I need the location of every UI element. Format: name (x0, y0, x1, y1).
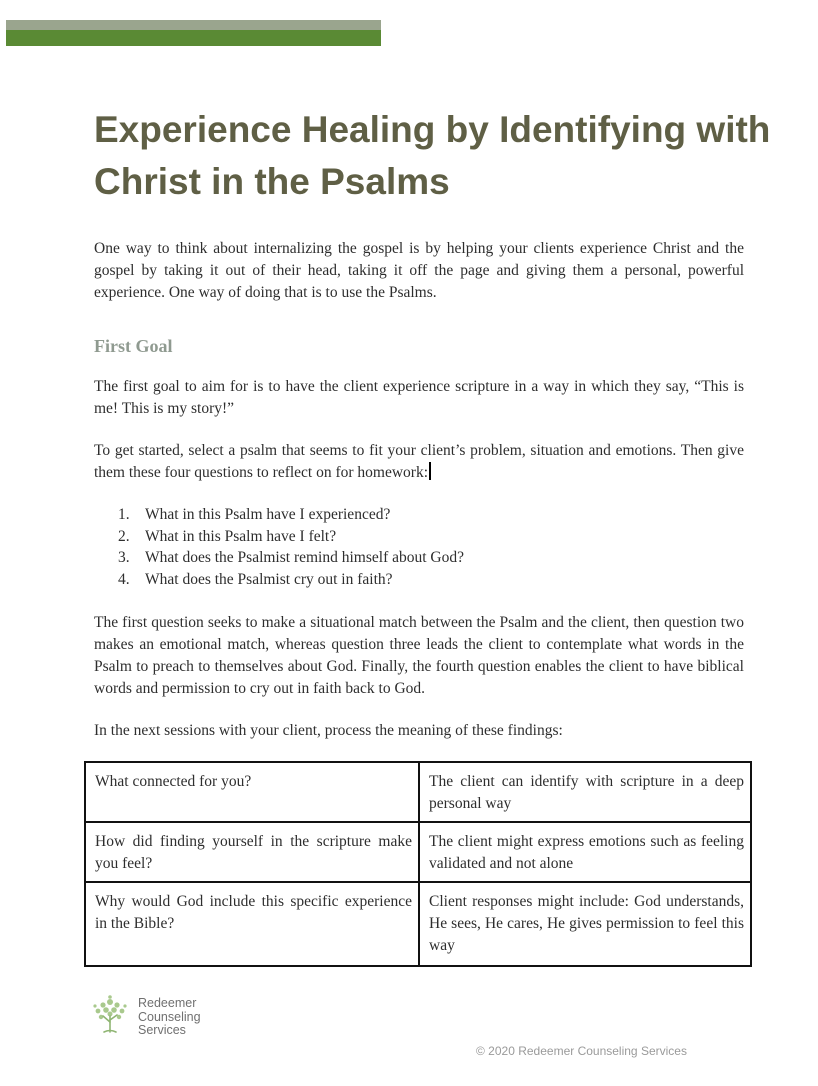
list-item (118, 504, 464, 526)
text-cursor (429, 462, 431, 480)
list-number: 3. (118, 549, 130, 566)
logo-text (138, 997, 201, 1038)
table-cell-question: Why would God include this specific experience in the Bible? (85, 882, 419, 966)
question-list (118, 504, 464, 590)
table-row (85, 882, 751, 966)
list-number: 2. (118, 527, 130, 545)
list-item-text: What in this Psalm have I felt? (145, 527, 337, 545)
list-item-text: What does the Psalmist remind himself about God? (145, 549, 464, 566)
logo-line: Services (138, 1023, 186, 1037)
list-number: 1. (118, 506, 130, 523)
list-item (118, 526, 464, 548)
logo-line: Counseling (138, 1009, 201, 1024)
instructions-paragraph[interactable] (94, 440, 744, 484)
table-cell-answer: Client responses might include: God understands, He sees, He cares, He gives permission to feel this way (419, 882, 751, 966)
header-bar-light (6, 20, 381, 30)
first-goal-heading: First Goal (94, 336, 173, 356)
table-cell-question: How did finding yourself in the scripture make you feel? (85, 822, 419, 882)
first-goal-paragraph: The first goal to aim for is to have the client experience scripture in a way in which they say, “This is me! This is my story!” (94, 378, 744, 417)
list-item (118, 547, 464, 569)
intro-paragraph: One way to think about internalizing the gospel is by helping your clients experience Christ and the gospel by taking it out of their head, taking it off the page and giving them a personal, powerful experience. One way of doing that is to use the Psalms. (94, 240, 744, 301)
list-item (118, 569, 464, 591)
table-cell-answer: The client can identify with scripture in a deep personal way (419, 762, 751, 822)
table-row (85, 762, 751, 822)
table-cell-question: What connected for you? (85, 762, 419, 822)
findings-table (84, 761, 752, 967)
page-title: Experience Healing by Identifying with Christ in the Psalms (94, 109, 771, 202)
table-row (85, 822, 751, 882)
copyright-text: © 2020 Redeemer Counseling Services (476, 1044, 687, 1058)
table-cell-answer: The client might express emotions such as feeling validated and not alone (419, 822, 751, 882)
list-item-text: What in this Psalm have I experienced? (145, 506, 391, 523)
list-number: 4. (118, 570, 130, 588)
explanation-paragraph: The first question seeks to make a situational match between the Psalm and the client, then question two makes an emotional match, whereas question three leads the client to contemplate what words in the Psalm to preach to themselves about God. Finally, the fourth question enables the client to have biblical words and permission to cry out in faith back to God. (94, 614, 744, 697)
tree-icon (90, 994, 130, 1036)
next-sessions-paragraph: In the next sessions with your client, process the meaning of these findings: (94, 722, 563, 739)
header-bar-green (6, 30, 381, 46)
instructions-text: To get started, select a psalm that seems to fit your client’s problem, situation and emotions. Then give them these four questions to reflect on for homework: (94, 442, 744, 481)
footer-logo (90, 994, 201, 1038)
list-item-text: What does the Psalmist cry out in faith? (145, 570, 393, 588)
logo-line: Redeemer (138, 996, 197, 1010)
